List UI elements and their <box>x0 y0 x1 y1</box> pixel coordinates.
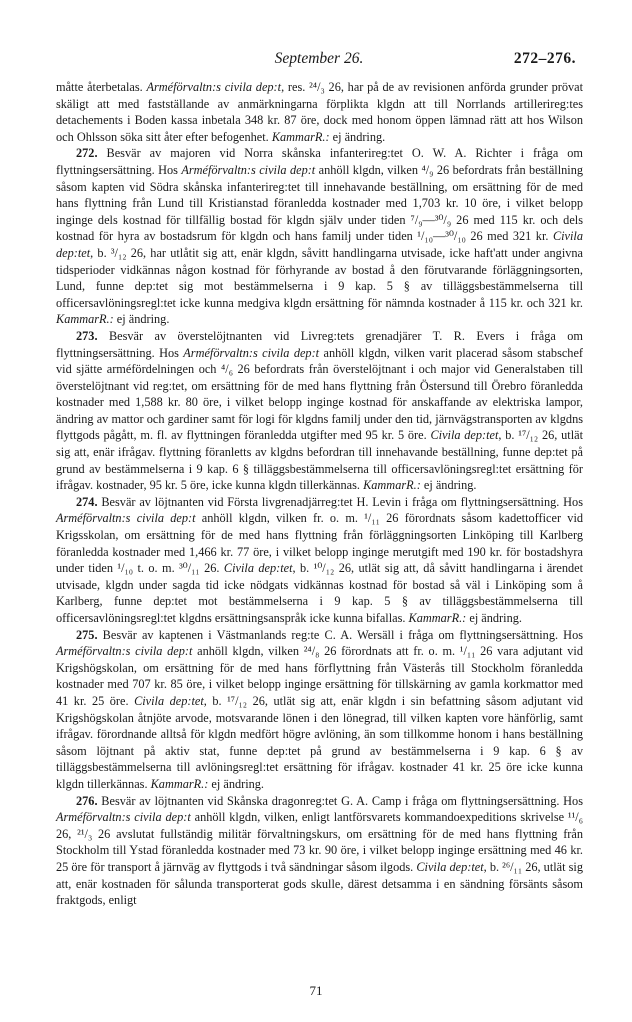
case-number: 275. <box>76 627 98 642</box>
case-number: 273. <box>76 328 98 343</box>
case-number: 274. <box>76 494 98 509</box>
italic-reference: Civila dep:tet <box>416 859 484 874</box>
header-case-range: 272–276. <box>513 50 576 67</box>
italic-reference: KammarR.: <box>56 312 114 327</box>
italic-reference: Arméförvaltn:s civila dep:t <box>146 80 282 94</box>
case-paragraph <box>56 494 583 627</box>
case-paragraph <box>56 627 583 793</box>
case-paragraph <box>56 145 583 328</box>
italic-reference: Civila dep:tet <box>430 428 499 443</box>
italic-reference: KammarR.: <box>363 478 421 493</box>
text-segment: , b. ¹⁷/₁₂ 26, utlät sig att, enär ifrågav. flyttning föranletts av klgdns befordran till innehavande beställning, funne dep:tet på grund av bestämmelserna i 9 kap. 6 § tilläggsbestämmelserna till officersavlöningsregl:tet ersättning för ifrågav. kostnader, 95 kr. 5 öre, icke kunna klgdn tillerkännas. <box>56 428 583 493</box>
text-segment: , res. ²⁴/₃ 26, har på de av revisionen anförda grunder prövat skäligt att med fastställande av anmärkningarna förplikta klgdn att till Norrlands artillerireg:tes detachements i Boden kassa inbetala 348 kr. 87 öre, dock med honom öppen lämnad rätt att hos Wilson och Ohlsson söka sitt åter efter befogenhet. <box>56 80 584 144</box>
italic-reference: Arméförvaltn:s civila dep:t <box>181 162 316 177</box>
text-segment: anhöll klgdn, vilken ²⁴/₈ 26 förordnats att fr. o. m. ¹/₁₁ 26 vara adjutant vid Krigshögskolan, om ersättning för de med hans förflyttning från Västerås till Stockholm föranledda kostnader med 707 kr. 85 öre, i vilket belopp inginge ersättning för tillskärning av gamla korkmattor med 41 kr. 25 öre. <box>56 644 583 708</box>
case-number: 272. <box>76 146 98 161</box>
document-body <box>56 79 583 909</box>
italic-reference: Arméförvaltn:s civila dep:t <box>56 511 196 526</box>
italic-reference: KammarR.: <box>408 611 467 625</box>
italic-reference: Arméförvaltn:s civila dep:t <box>56 810 191 825</box>
text-segment: ej ändring. <box>208 776 265 791</box>
italic-reference: KammarR.: <box>271 129 330 144</box>
italic-reference: Civila dep:tet <box>134 693 204 708</box>
text-segment: , b. ¹⁷/₁₂ 26, utlät sig att, enär klgdn i sin befattning såsom adjutant vid Krigshögskolan åtnjöte arvode, motsvarande lönen i den lönegrad, till vilken kapten vore hänförlig, samt ifrågav. förordnande alltså för klgdn medfört högre avlöning, än som tillkomme honom i hans beställning såsom löjtnant på aktiv stat, funne dep:tet på grund av bestämmelserna i 9 kap. 6 § av tilläggsbestämmelserna till avlöningsregl:tet ersättning för ifrågav. kostnader 41 kr. 25 öre icke kunna klgdn tillerkännas. <box>56 693 583 791</box>
case-paragraph <box>56 793 583 909</box>
header-date: September 26. <box>274 50 364 67</box>
text-segment: anhöll klgdn, vilken, enligt lantförsvarets kommandoexpeditions skrivelse ¹¹/₆ 26, ²¹/₃ 26 avslutat fullständig militär förvaltningskurs, om ersättning för de med hans flyttning från Stockholm till Ystad föranledda kostnader med 73 kr. 90 öre, i vilket belopp inginge ersättning med 46 kr. 25 öre för transport å järnväg av flyttgods i två sändningar såsom ilgods. <box>56 810 584 874</box>
italic-reference: Civila dep:tet <box>223 561 293 576</box>
italic-reference: KammarR.: <box>150 776 209 791</box>
text-segment: måtte återbetalas. <box>56 80 147 94</box>
text-segment: anhöll klgdn, vilken fr. o. m. ¹/₁₁ 26 förordnats såsom kadettofficer vid Krigsskolan, om ersättning för de med hans flyttning från förläggningsorten Linköping till Karlberg föranledda kostnader med 1,466 kr. 77 öre, i vilket belopp inginge merutgift med 190 kr. för bostadshyra under tiden ¹/₁₀ t. o. m. ³⁰/₁₁ 26. <box>56 511 584 576</box>
page-header <box>56 50 582 72</box>
case-number: 276. <box>76 793 98 808</box>
text-segment: ej ändring. <box>466 611 522 625</box>
text-segment: , b. ¹⁰/₁₂ 26, utlät sig att, då såvitt handlingarna i ärendet utvisade, klgdn under sagda tid icke nödgats vidkännas kostnad för bostad så väl i Linköping som å Karlberg, funne dep:tet mot bestämmelserna i 9 kap. 5 § av tilläggsbestämmelserna till officersavlöningsregl:tet klgdns ersättningsanspråk icke kunna bifallas. <box>56 561 583 625</box>
italic-reference: Civila dep:tet <box>56 229 583 260</box>
italic-reference: Arméförvaltn:s civila dep:t <box>56 644 193 659</box>
page-number: 71 <box>309 983 323 998</box>
text-segment: Besvär av löjtnanten vid Skånska dragonreg:tet G. A. Camp i fråga om flyttningsersättning. Hos <box>97 793 583 808</box>
text-segment: Besvär av majoren vid Norra skånska infanterireg:tet O. W. A. Richter i fråga om flyttningsersättning. Hos <box>56 146 583 177</box>
text-segment: ej ändring. <box>329 129 386 144</box>
text-segment: anhöll klgdn, vilken ⁴/₉ 26 befordrats från beställning såsom kapten vid Södra skånska infanterireg:tet till innehavande beställning, om ersättning för de med hans flyttning från Lund till Kristianstad föranledda kostnader med 1,703 kr. 10 öre, i vilket belopp inginge dels kostnad för tillfällig bostad för klgdn själv under tiden ⁷/₉—³⁰/₉ 26 med 115 kr. och dels kostnad för hyra av bostadsrum för klgdn och hans familj under tiden ¹/₁₀—³⁰/₁₀ 26 med 321 kr. <box>56 162 584 244</box>
text-segment: , b. ³/₁₂ 26, har utlåtit sig att, enär klgdn, såvitt handlingarna utvisade, icke haft'att under angivna tidsperioder vidkännas någon kostnad för förhyrande av bostad å den förutvarande förläggningsorten, Lund, funne dep:tet sig mot bestämmelserna i 9 kap. 5 § av tilläggsbestämmelserna till officersavlöningsregl:tet icke kunna medgiva klgdn ersättning för nämnda kostnader å 115 kr. och 321 kr. <box>56 245 583 310</box>
text-segment: anhöll klgdn, vilken varit placerad såsom stabschef vid sjätte arméfördelningen och ⁴/₆ 26 befordrats från överstelöjtnant i och major vid Generalstaben till överstelöjtnant vid reg:tet, om ersättning för de med hans flyttning från Östersund till Örebro föranledda kostnader med 1,588 kr. 80 öre, i vilket belopp inginge kostnad för anskaffande av elektriska lampor, ändring av mattor och gardiner samt för logi för klgdns familj under den tid, järnvägstransporten av klgdns flyttgods pågått, m. fl. av flyttningen föranledda utgifter med 95 kr. 5 öre. <box>56 345 584 443</box>
text-segment: , b. ²⁶/₁₁ 26, utlät sig att, enär kostnaden för sålunda transporterat gods skulle, därest detsamma i en sändning försänts såsom fraktgods, enligt <box>56 859 583 908</box>
text-segment: ej ändring. <box>420 478 477 493</box>
italic-reference: Arméförvaltn:s civila dep:t <box>183 345 320 360</box>
text-segment: ej ändring. <box>113 312 170 327</box>
case-paragraph <box>56 328 583 494</box>
text-segment: Besvär av kaptenen i Västmanlands reg:te C. A. Wersäll i fråga om flyttningsersättning. Hos <box>97 627 583 642</box>
continuation-paragraph <box>56 79 583 145</box>
text-segment: Besvär av överstelöjtnanten vid Livreg:tets grenadjärer T. R. Evers i fråga om flyttningsersättning. Hos <box>56 328 583 360</box>
text-segment: Besvär av löjtnanten vid Första livgrenadjärreg:tet H. Levin i fråga om flyttningsersättning. Hos <box>97 494 583 509</box>
